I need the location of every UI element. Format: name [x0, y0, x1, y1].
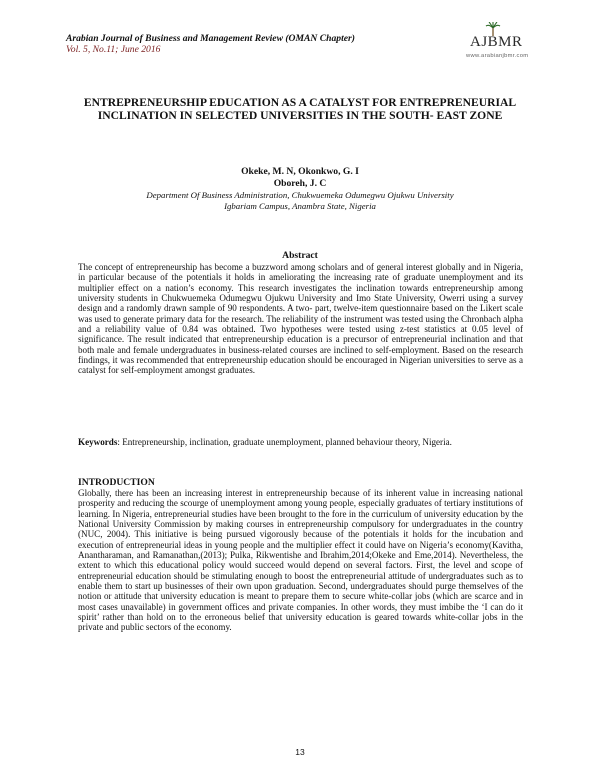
abstract-heading: Abstract — [282, 250, 318, 261]
paper-title: ENTREPRENEURSHIP EDUCATION AS A CATALYST FOR ENTREPRENEURIAL INCLINATION IN SELECTED UNIVERSITIES IN THE SOUTH- EAST ZONE — [83, 96, 517, 122]
introduction-heading: INTRODUCTION — [78, 477, 155, 488]
affiliation-line-1: Department Of Business Administration, Chukwuemeka Odumegwu Ojukwu University — [146, 190, 454, 200]
affiliation — [60, 190, 540, 212]
page-number: 13 — [295, 747, 305, 757]
logo-url: www.arabianjbmr.com — [466, 53, 529, 59]
logo-text: AJBMR — [470, 34, 523, 50]
journal-header — [66, 33, 355, 55]
affiliation-line-2: Igbariam Campus, Anambra State, Nigeria — [224, 201, 376, 211]
journal-volume: Vol. 5, No.11; June 2016 — [66, 44, 161, 55]
introduction-body: Globally, there has been an increasing interest in entrepreneurship because of its inherent value in increasing national prosperity and reducing the scourge of unemployment among young people, especially graduates of tertiary institutions of learning. In Nigeria, entrepreneurial studies have been brought to the fore in the curriculum of university education by the National University Commission by making courses in entrepreneurship compulsory for undergraduates in the country (NUC, 2004). This initiative is being pursued vigorously because of the potentials it holds for the incubation and execution of entrepreneurial ideas in young people and the multiplier effect it could have on Nigeria’s economy(Kavitha, Anantharaman, and Ramanathan,(2013); Pulka, Rikwentishe and Ibrahim,2014;Okeke and Eme,2014). Nevertheless, the extent to which this educational policy would succeed would depend on several factors. First, the level and scope of entrepreneurial education should be stimulating enough to boost the entrepreneurial attitude of undergraduates such as to enable them to start up businesses of their own upon graduation. Second, undergraduates should purge themselves of the notion or attitude that university education is meant to prepare them to secure white-collar jobs (which are scarce and in most cases unavailable) in government offices and private companies. In other words, they must imbibe the ‘I can do it spirit’ rather than hold on to the erroneous belief that university education is geared towards white-collar jobs in the private and public sectors of the economy. — [78, 488, 523, 633]
journal-name: Arabian Journal of Business and Management Review (OMAN Chapter) — [66, 33, 355, 44]
abstract-body: The concept of entrepreneurship has become a buzzword among scholars and of general interest globally and in Nigeria, in particular because of the potentials it holds in ameliorating the increasing rate of graduate unemployment and its multiplier effect on a nation’s economy. This research investigates the inclination towards entrepreneurship among university students in Chukwuemeka Odumegwu Ojukwu University and Imo State University, Owerri using a survey design and a randomly drawn sample of 90 respondents. A two- part, twelve-item questionnaire based on the Likert scale was used to generate primary data for the research. The reliability of the instrument was tested using the Chronbach alpha and a reliability value of 0.84 was obtained. Two hypotheses were tested using z-test statistics at 0.05 level of significance. The result indicated that entrepreneurship education is a precursor of entrepreneurial inclination and that both male and female undergraduates in business-related courses are inclined to self-employment. Based on the research findings, it was recommended that entrepreneurship education should be encouraged in Nigerian universities to serve as a catalyst for self-employment amongst graduates. — [78, 262, 523, 376]
keywords — [78, 437, 523, 447]
keywords-label: Keywords — [78, 437, 118, 447]
journal-logo — [466, 22, 536, 60]
keywords-text: : Entrepreneurship, inclination, graduate unemployment, planned behaviour theory, Nigeria. — [117, 437, 452, 447]
authors — [60, 166, 540, 189]
authors-line-1: Okeke, M. N, Okonkwo, G. I — [241, 166, 359, 177]
authors-line-2: Oboreh, J. C — [273, 177, 327, 189]
